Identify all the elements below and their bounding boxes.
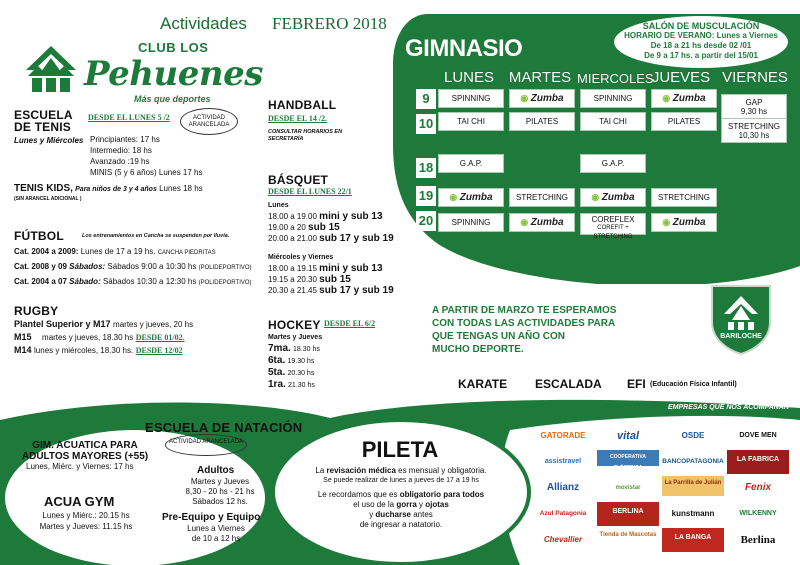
rugby-row: [14, 331, 193, 344]
tenis-kids-time: Lunes 18 hs: [159, 184, 203, 193]
basquet-desde: DESDE EL LUNES 22/1: [268, 187, 352, 196]
class-cell-coreflex: [580, 213, 646, 240]
hockey-time: 19.30 hs: [287, 358, 315, 365]
gim-acuatica-title-line: GIM. ACUATICA PARA: [32, 440, 138, 451]
basquet-time: 20.30 a 21.45: [268, 286, 317, 295]
hockey-cat: 7ma.: [268, 343, 291, 354]
pileta-line: [286, 466, 516, 476]
hockey-days: Martes y Jueves: [268, 334, 323, 341]
hockey-cat: 6ta.: [268, 355, 286, 366]
class-cell: SPINNING: [580, 89, 646, 108]
pre-line: Lunes a Viernes: [187, 524, 245, 533]
logo-tagline: Más que deportes: [134, 94, 211, 104]
sponsor-logo: assistravel: [544, 458, 582, 465]
rugby-title: RUGBY: [14, 304, 59, 318]
club-logo: [24, 38, 264, 104]
gim-acuatica-title: [20, 440, 150, 462]
rugby-list: [14, 318, 193, 357]
sponsor-logo: kunstmann: [671, 509, 715, 518]
badge-label: BARILOCHE: [720, 333, 762, 340]
basquet-row: [268, 222, 394, 233]
basquet-cat: sub 17 y sub 19: [319, 285, 394, 296]
basquet-lunes-label: Lunes: [268, 202, 289, 209]
basquet-cat: sub 15: [308, 222, 340, 233]
futbol-row: [14, 245, 252, 260]
futbol-row: [14, 275, 252, 290]
class-cell-viernes-gap: [721, 94, 787, 119]
pileta-line: de ingresar a natatorio.: [359, 520, 443, 529]
sponsor-logo: Chevallier: [543, 535, 583, 544]
futbol-row: [14, 260, 252, 275]
adultos-line: 8,30 - 20 hs - 21 hs: [185, 487, 255, 496]
sponsor-logo: vital: [616, 430, 639, 442]
sponsors-grid: [532, 424, 790, 552]
rugby-time: martes y jueves, 18.30 hs: [42, 333, 134, 342]
adultos-title: Adultos: [197, 465, 235, 476]
title-actividades: Actividades: [160, 14, 247, 33]
marzo-message: [432, 304, 616, 356]
day-header-martes: MARTES: [508, 69, 572, 86]
tenis-level: Avanzado :19 hs: [90, 157, 150, 166]
sponsor-logo: WILKENNY: [739, 510, 777, 517]
viernes-gap-label: GAP: [745, 98, 763, 107]
marzo-line: QUE TENGAS UN AÑO CON: [432, 331, 565, 342]
futbol-place: (POLIDEPORTIVO): [198, 280, 252, 286]
sponsor-logo: COOPERATIVA ELÉCTRICA: [597, 450, 659, 466]
adultos-times: [175, 477, 265, 507]
day-header-jueves: JUEVES: [651, 69, 711, 86]
basquet-cat: sub 15: [319, 274, 351, 285]
hockey-row: [268, 343, 322, 355]
basquet-time: 18.00 a 19.00: [268, 212, 317, 221]
rugby-cat: M15: [14, 332, 32, 342]
basquet-time: 18.00 a 19.15: [268, 264, 317, 273]
marzo-line: MUCHO DEPORTE.: [432, 344, 524, 355]
handball-desde: DESDE EL 14 /2.: [268, 114, 328, 123]
day-header-viernes: VIERNES: [722, 69, 788, 86]
tenis-title-line: ESCUELA: [14, 108, 73, 122]
basquet-mv: [268, 252, 394, 296]
class-cell: G.A.P.: [438, 154, 504, 173]
gim-acuatica-title-line: ADULTOS MAYORES (+55): [21, 451, 149, 462]
pileta-span: obligatorio para todos: [399, 490, 485, 499]
pileta-span: es mensual y obligatoria.: [395, 466, 487, 475]
hour-19: 19: [416, 186, 436, 206]
tenis-arancelada: ACTIVIDAD ARANCELADA: [180, 108, 238, 135]
title-month: FEBRERO 2018: [272, 14, 387, 33]
basquet-time: 20.00 a 21.00: [268, 234, 317, 243]
tenis-kids-text: Para niños de 3 y 4 años: [75, 186, 157, 193]
pileta-line: Se puede realizar de lunes a jueves de 17 a 19 hs: [323, 477, 479, 484]
pileta-line: [286, 510, 516, 520]
hour-10: 10: [416, 114, 436, 134]
pileta-span: y: [416, 500, 426, 509]
sponsor-logo: LA FABRICA: [727, 450, 789, 474]
class-cell: G.A.P.: [580, 154, 646, 173]
tenis-title: [14, 109, 73, 133]
sponsor-logo: OSDE: [681, 431, 705, 440]
handball-title: HANDBALL: [268, 98, 337, 112]
day-header-lunes: LUNES: [443, 69, 495, 86]
pre-equipo-times: [176, 524, 256, 544]
class-cell-zumba: ◉ Zumba: [509, 213, 575, 232]
tenis-days: Lunes y Miércoles: [14, 136, 84, 145]
gym-title: GIMNASIO: [405, 35, 523, 62]
basquet-time: 19.15 a 20.30: [268, 275, 317, 284]
handball-note: CONSULTAR HORARIOS EN SECRETARÍA: [268, 129, 343, 142]
sponsor-logo: Fenix: [744, 482, 772, 493]
acua-gym-times: [36, 510, 136, 532]
natacion-title: ESCUELA DE NATACIÓN: [145, 420, 303, 435]
hockey-time: 21.30 hs: [288, 382, 315, 389]
futbol-cat: Cat. 2008 y 09: [14, 262, 67, 271]
adultos-line: Martes y Jueves: [190, 477, 250, 486]
sponsor-logo: BERLINA: [597, 502, 659, 526]
futbol-cat: Cat. 2004 a 2009:: [14, 247, 79, 256]
tenis-kids-note: (SIN ARANCEL ADICIONAL ): [14, 196, 82, 202]
marzo-line: A PARTIR DE MARZO TE ESPERAMOS: [432, 305, 617, 316]
futbol-title: FÚTBOL: [14, 229, 64, 243]
sponsor-logo: La Parrilla de Julián: [662, 476, 724, 496]
pileta-span: y: [369, 510, 376, 519]
basquet-row: [268, 211, 394, 222]
pileta-line: [286, 500, 516, 510]
salon-line: SALÓN DE MUSCULACIÓN: [642, 21, 760, 31]
acua-gym-title: ACUA GYM: [44, 494, 115, 509]
pre-line: de 10 a 12 hs: [191, 534, 241, 543]
hockey-title: HOCKEY: [268, 318, 321, 332]
logo-club-text: CLUB LOS: [138, 40, 209, 55]
marzo-line: CON TODAS LAS ACTIVIDADES PARA: [432, 318, 616, 329]
basquet-time: 19.00 a 20: [268, 223, 306, 232]
class-cell: PILATES: [651, 112, 717, 131]
rugby-time: martes y jueves, 20 hs: [113, 320, 194, 329]
futbol-day: Sábados:: [69, 262, 106, 271]
pileta-span: La: [315, 466, 327, 475]
class-cell-zumba: ◉ Zumba: [438, 188, 504, 207]
coreflex-label: COREFLEX: [591, 215, 635, 224]
hockey-row: [268, 367, 322, 379]
class-cell: SPINNING: [438, 89, 504, 108]
adultos-line: Sábados 12 hs.: [192, 497, 248, 506]
futbol-cat: Cat. 2004 a 07: [14, 277, 67, 286]
pileta-span: ojotas: [425, 500, 449, 509]
futbol-day: Sábado:: [69, 277, 101, 286]
class-cell-zumba: ◉ Zumba: [651, 89, 717, 108]
pine-trees-icon: [24, 44, 78, 96]
hockey-row: [268, 355, 322, 367]
pre-equipo-title: Pre-Equipo y Equipo: [162, 512, 261, 523]
tenis-levels: [90, 134, 203, 178]
basquet-cat: sub 17 y sub 19: [319, 233, 394, 244]
tenis-kids: [14, 183, 203, 194]
bariloche-shield-icon: [706, 282, 776, 356]
tenis-title-line: DE TENIS: [14, 120, 71, 134]
viernes-gap-time: 9,30 hs: [740, 107, 768, 116]
pileta-span: ducharse: [375, 510, 411, 519]
salon-line: De 18 a 21 hs desde 02 /01: [650, 41, 752, 50]
basquet-lunes: [268, 200, 394, 244]
hour-9: 9: [416, 89, 436, 109]
basquet-title: BÁSQUET: [268, 173, 329, 187]
acua-line: Martes y Jueves: 11.15 hs: [39, 522, 133, 531]
futbol-time: Lunes de 17 a 19 hs.: [80, 247, 156, 256]
natacion-arancelada: ACTIVIDAD ARANCELADA: [165, 434, 247, 456]
tenis-kids-title: TENIS KIDS,: [14, 183, 73, 194]
class-cell-viernes-stretching: [721, 118, 787, 143]
rugby-cat: M14: [14, 345, 32, 355]
tenis-desde: DESDE EL LUNES 5 /2: [88, 113, 170, 122]
rugby-cat: Plantel Superior y M17: [14, 319, 111, 329]
class-cell: STRETCHING: [509, 188, 575, 207]
class-cell: SPINNING: [438, 213, 504, 232]
tenis-level: Intermedio: 18 hs: [90, 146, 152, 155]
sponsor-logo: Berlina: [740, 534, 776, 546]
hockey-cat: 1ra.: [268, 379, 286, 390]
sponsor-logo: Tienda de Mascotas: [599, 532, 657, 538]
futbol-time: Sábados 9:00 a 10:30 hs: [107, 262, 197, 271]
basquet-mv-label: Miércoles y Viernes: [268, 254, 334, 261]
pileta-span: Le recordamos que es: [317, 490, 400, 499]
class-cell-zumba: ◉ Zumba: [580, 188, 646, 207]
efi-sub: (Educación Física Infantil): [650, 381, 737, 388]
futbol-list: [14, 245, 252, 290]
acua-line: Lunes y Miérc.: 20.15 hs: [42, 511, 130, 520]
day-header-miercoles: MIERCOLES: [577, 71, 654, 86]
salon-line: De 9 a 17 hs. a partir del 15/01: [644, 51, 758, 60]
class-cell: TAI CHI: [580, 112, 646, 131]
coreflex-sub: COREFIT + STRETCHING: [593, 225, 633, 240]
hockey-cat: 5ta.: [268, 367, 286, 378]
futbol-time: Sábados 10:30 a 12:30 hs: [102, 277, 197, 286]
efi-label: EFI: [627, 377, 646, 391]
sponsor-logo: LA BANGA: [662, 528, 724, 552]
rugby-desde: DESDE 12/02: [135, 346, 183, 355]
class-cell: PILATES: [509, 112, 575, 131]
rugby-row: [14, 318, 193, 331]
sponsor-logo: DOVE MEN: [739, 432, 777, 439]
rugby-desde: DESDE 01/02.: [135, 333, 185, 342]
logo-name: Pehuenes: [84, 54, 263, 94]
pileta-span: el uso de la: [353, 500, 397, 509]
hockey-desde: DESDE EL 6/2: [324, 319, 376, 328]
sponsors-title: EMPRESAS QUE NOS ACOMPAÑAN: [668, 404, 789, 411]
pileta-span: revisación médica: [326, 466, 396, 475]
futbol-place: CANCHA PIEDRITAS: [157, 250, 216, 256]
sponsor-logo: Allianz: [546, 482, 580, 493]
rugby-time: lunes y miércoles, 18.30 hs.: [34, 346, 134, 355]
rugby-row: [14, 344, 193, 357]
class-cell-zumba: ◉ Zumba: [651, 213, 717, 232]
hour-20: 20: [416, 211, 436, 231]
viernes-stretching-label: STRETCHING: [728, 122, 780, 131]
hour-18: 18: [416, 158, 436, 178]
hockey-time: 20.30 hs: [287, 370, 315, 377]
basquet-row: [268, 274, 394, 285]
basquet-cat: mini y sub 13: [319, 211, 383, 222]
tenis-level: Principiantes: 17 hs: [90, 135, 160, 144]
salon-musculacion-box: [612, 14, 790, 70]
hockey-list: [268, 332, 322, 391]
viernes-stretching-time: 10,30 hs: [738, 131, 770, 140]
futbol-note: Los entrenamientos en Cancha se suspenden por lluvia.: [82, 233, 230, 239]
class-cell: STRETCHING: [651, 188, 717, 207]
gim-acuatica-text: Lunes, Miérc. y Viernes: 17 hs: [26, 462, 134, 471]
pileta-text: [286, 466, 516, 530]
basquet-row: [268, 285, 394, 296]
sponsor-logo: Azul Patagonia: [539, 510, 587, 517]
basquet-cat: mini y sub 13: [319, 263, 383, 274]
basquet-row: [268, 263, 394, 274]
karate-label: KARATE: [458, 377, 508, 391]
hockey-row: [268, 379, 322, 391]
escalada-label: ESCALADA: [535, 377, 602, 391]
futbol-place: (POLIDEPORTIVO): [198, 265, 252, 271]
tenis-level: MINIS (5 y 6 años) Lunes 17 hs: [90, 168, 203, 177]
pileta-span: antes: [411, 510, 433, 519]
sponsor-logo: BANCOPATAGONIA: [662, 458, 724, 465]
salon-line: HORARIO DE VERANO: Lunes a Viernes: [624, 31, 778, 40]
hockey-time: 18.30 hs: [293, 346, 320, 353]
sponsor-logo: movistar: [615, 485, 641, 491]
sponsor-logo: GATORADE: [540, 431, 586, 440]
class-cell-zumba: ◉ Zumba: [509, 89, 575, 108]
pileta-title: PILETA: [361, 437, 439, 462]
pileta-line: [286, 490, 516, 500]
pileta-span: gorra: [396, 500, 417, 509]
basquet-row: [268, 233, 394, 244]
class-cell: TAI CHI: [438, 112, 504, 131]
